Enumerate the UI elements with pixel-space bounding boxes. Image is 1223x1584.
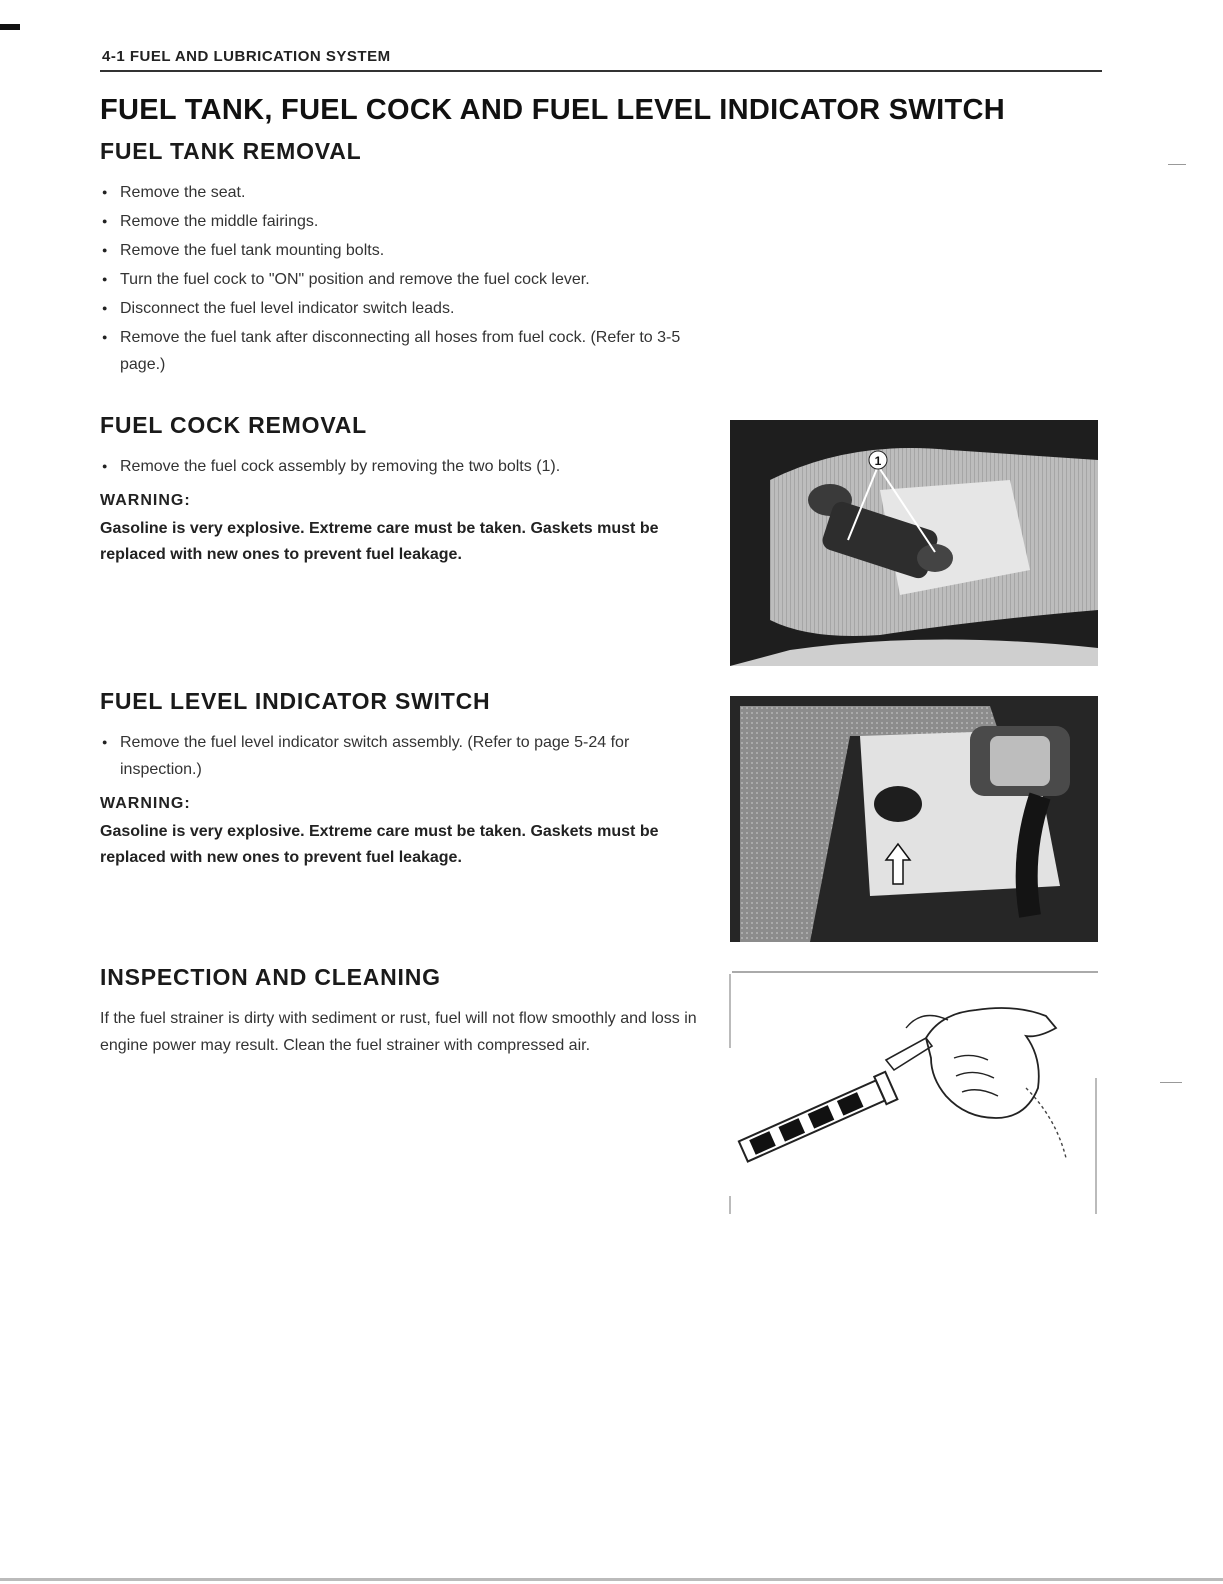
fuel-cock-photo-image (730, 420, 1098, 666)
warning-text: Gasoline is very explosive. Extreme care must be taken. Gaskets must be replaced with new ones to prevent fuel leakage. (100, 823, 659, 866)
warning-text: Gasoline is very explosive. Extreme care must be taken. Gaskets must be replaced with new ones to prevent fuel leakage. (100, 520, 659, 563)
warning-label: WARNING: (100, 492, 191, 509)
section-fuel-cock-removal (100, 412, 700, 568)
step-item: ● Remove the fuel cock assembly by removing the two bolts (1). (100, 453, 700, 480)
step-list (100, 453, 700, 480)
page-corner-mark (0, 24, 20, 30)
step-item: ● Remove the fuel tank mounting bolts. (100, 237, 700, 264)
step-item: ● Remove the fuel tank after disconnecting all hoses from fuel cock. (Refer to 3-5 page.) (100, 324, 700, 378)
section-title: FUEL COCK REMOVAL (100, 412, 368, 438)
margin-tick (1160, 1082, 1182, 1083)
section-title: FUEL TANK REMOVAL (100, 138, 362, 164)
section-fuel-tank-removal (100, 138, 700, 380)
warning-label: WARNING: (100, 795, 191, 812)
step-item: ● Remove the middle fairings. (100, 208, 700, 235)
step-list (100, 729, 700, 783)
header-rule (100, 70, 1102, 72)
strainer-cleaning-illustration (726, 968, 1102, 1220)
fuel-level-switch-photo-image (730, 696, 1098, 942)
page-bottom-rule (0, 1578, 1223, 1581)
strainer-cleaning-drawing (726, 968, 1102, 1220)
callout-1-label: 1 (874, 454, 882, 468)
section-fuel-level-indicator-switch (100, 688, 700, 871)
section-title: FUEL LEVEL INDICATOR SWITCH (100, 688, 491, 714)
section-title: INSPECTION AND CLEANING (100, 964, 441, 990)
fuel-cock-photo (730, 420, 1098, 666)
step-item: ● Remove the seat. (100, 179, 700, 206)
step-item: ● Remove the fuel level indicator switch assembly. (Refer to page 5-24 for inspection.) (100, 729, 700, 783)
step-item: ● Turn the fuel cock to "ON" position and remove the fuel cock lever. (100, 266, 700, 293)
step-list (100, 179, 700, 378)
inspection-paragraph: If the fuel strainer is dirty with sediment or rust, fuel will not flow smoothly and loss in engine power may result. Clean the fuel strainer with compressed air. (100, 1010, 697, 1054)
section-inspection-and-cleaning (100, 964, 700, 1059)
page-title: FUEL TANK, FUEL COCK AND FUEL LEVEL INDICATOR SWITCH (100, 94, 1005, 126)
margin-tick (1168, 164, 1186, 165)
step-item: ● Disconnect the fuel level indicator switch leads. (100, 295, 700, 322)
running-header: 4-1 FUEL AND LUBRICATION SYSTEM (102, 48, 391, 65)
fuel-level-switch-photo (730, 696, 1098, 942)
